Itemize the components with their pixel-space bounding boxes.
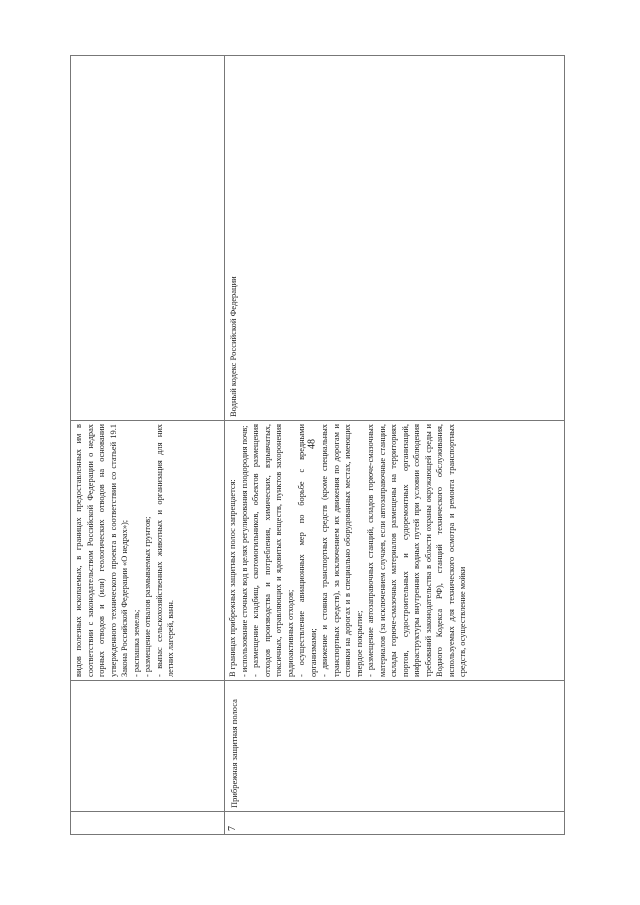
zone-name (71, 681, 74, 811)
table-row-7 (224, 55, 565, 835)
zone-name: Прибрежная защитная полоса (229, 699, 240, 808)
row-number-cell (225, 811, 564, 834)
restriction-item: - размещение кладбищ, скотомогильников, объектов размещения отходов производства и потребления, химических, взрывчатых, токсичных, отравляющих и ядовитых веществ, пунктов захоронения радиоактивных отходов; (251, 424, 295, 677)
restriction-item: - движение и стоянка транспортных средств (кроме специальных транспортных средств), за исключением их движения по дорогам и стоянки на дорогах и в специально оборудованных местах, имеющих твердое покрытие; (320, 424, 364, 677)
restriction-item: - выпас сельскохозяйственных животных и организация для них летних лагерей, ванн. (154, 424, 175, 677)
page-number: 48 (306, 439, 318, 449)
restriction-item: В границах прибрежных защитных полос запрещается: (228, 479, 238, 677)
zone-cell (71, 680, 224, 811)
table-row-continuation (70, 55, 224, 835)
zone-cell (225, 680, 564, 811)
restrictions-table (70, 55, 565, 835)
law-reference: Водный кодекс Российской Федерации (228, 276, 239, 417)
restriction-item: - размещение отвалов размываемых грунтов; (143, 516, 152, 677)
restrictions-cell (71, 420, 224, 680)
restriction-item: - осуществление авиационных мер по борьбе с вредными организмами; (297, 424, 318, 677)
law-cell (225, 56, 564, 420)
restriction-item: - размещение автозаправочных станций, складов горюче-смазочных материалов (за исключением случаев, если автозаправочные станции, склады горюче-смазочных материалов размещены на территориях портов, судостроительных и судоремонтных организаций, инфраструктуры внутренних водных путей при условии соблюдения требований законодательства в области охраны окружающей среды и Водного Кодекса РФ), станций технического обслуживания, используемых для технического осмотра и ремонта транспортных средств, осуществление мойки (366, 424, 468, 677)
restriction-item: - распашка земель; (131, 609, 141, 677)
law-cell (71, 56, 224, 420)
restrictions-cell (225, 420, 564, 680)
restriction-item: - использование сточных вод в целях регулирования плодородия почв; (239, 425, 249, 677)
row-number-cell (71, 811, 224, 834)
row-number (71, 812, 74, 834)
restrictions-text (225, 421, 469, 680)
law-reference (71, 56, 73, 420)
restrictions-text (71, 421, 177, 680)
restriction-item: видов полезных ископаемых, в границах предоставленных им в соответствии с законодательством Российской Федерации о недрах горных отводов и (или) геологических отводов на основании утвержденного технического проекта в соответствии со статьей 19.1 Закона Российской Федерации «О недрах»); (74, 424, 129, 677)
row-number: 7 (227, 826, 239, 831)
